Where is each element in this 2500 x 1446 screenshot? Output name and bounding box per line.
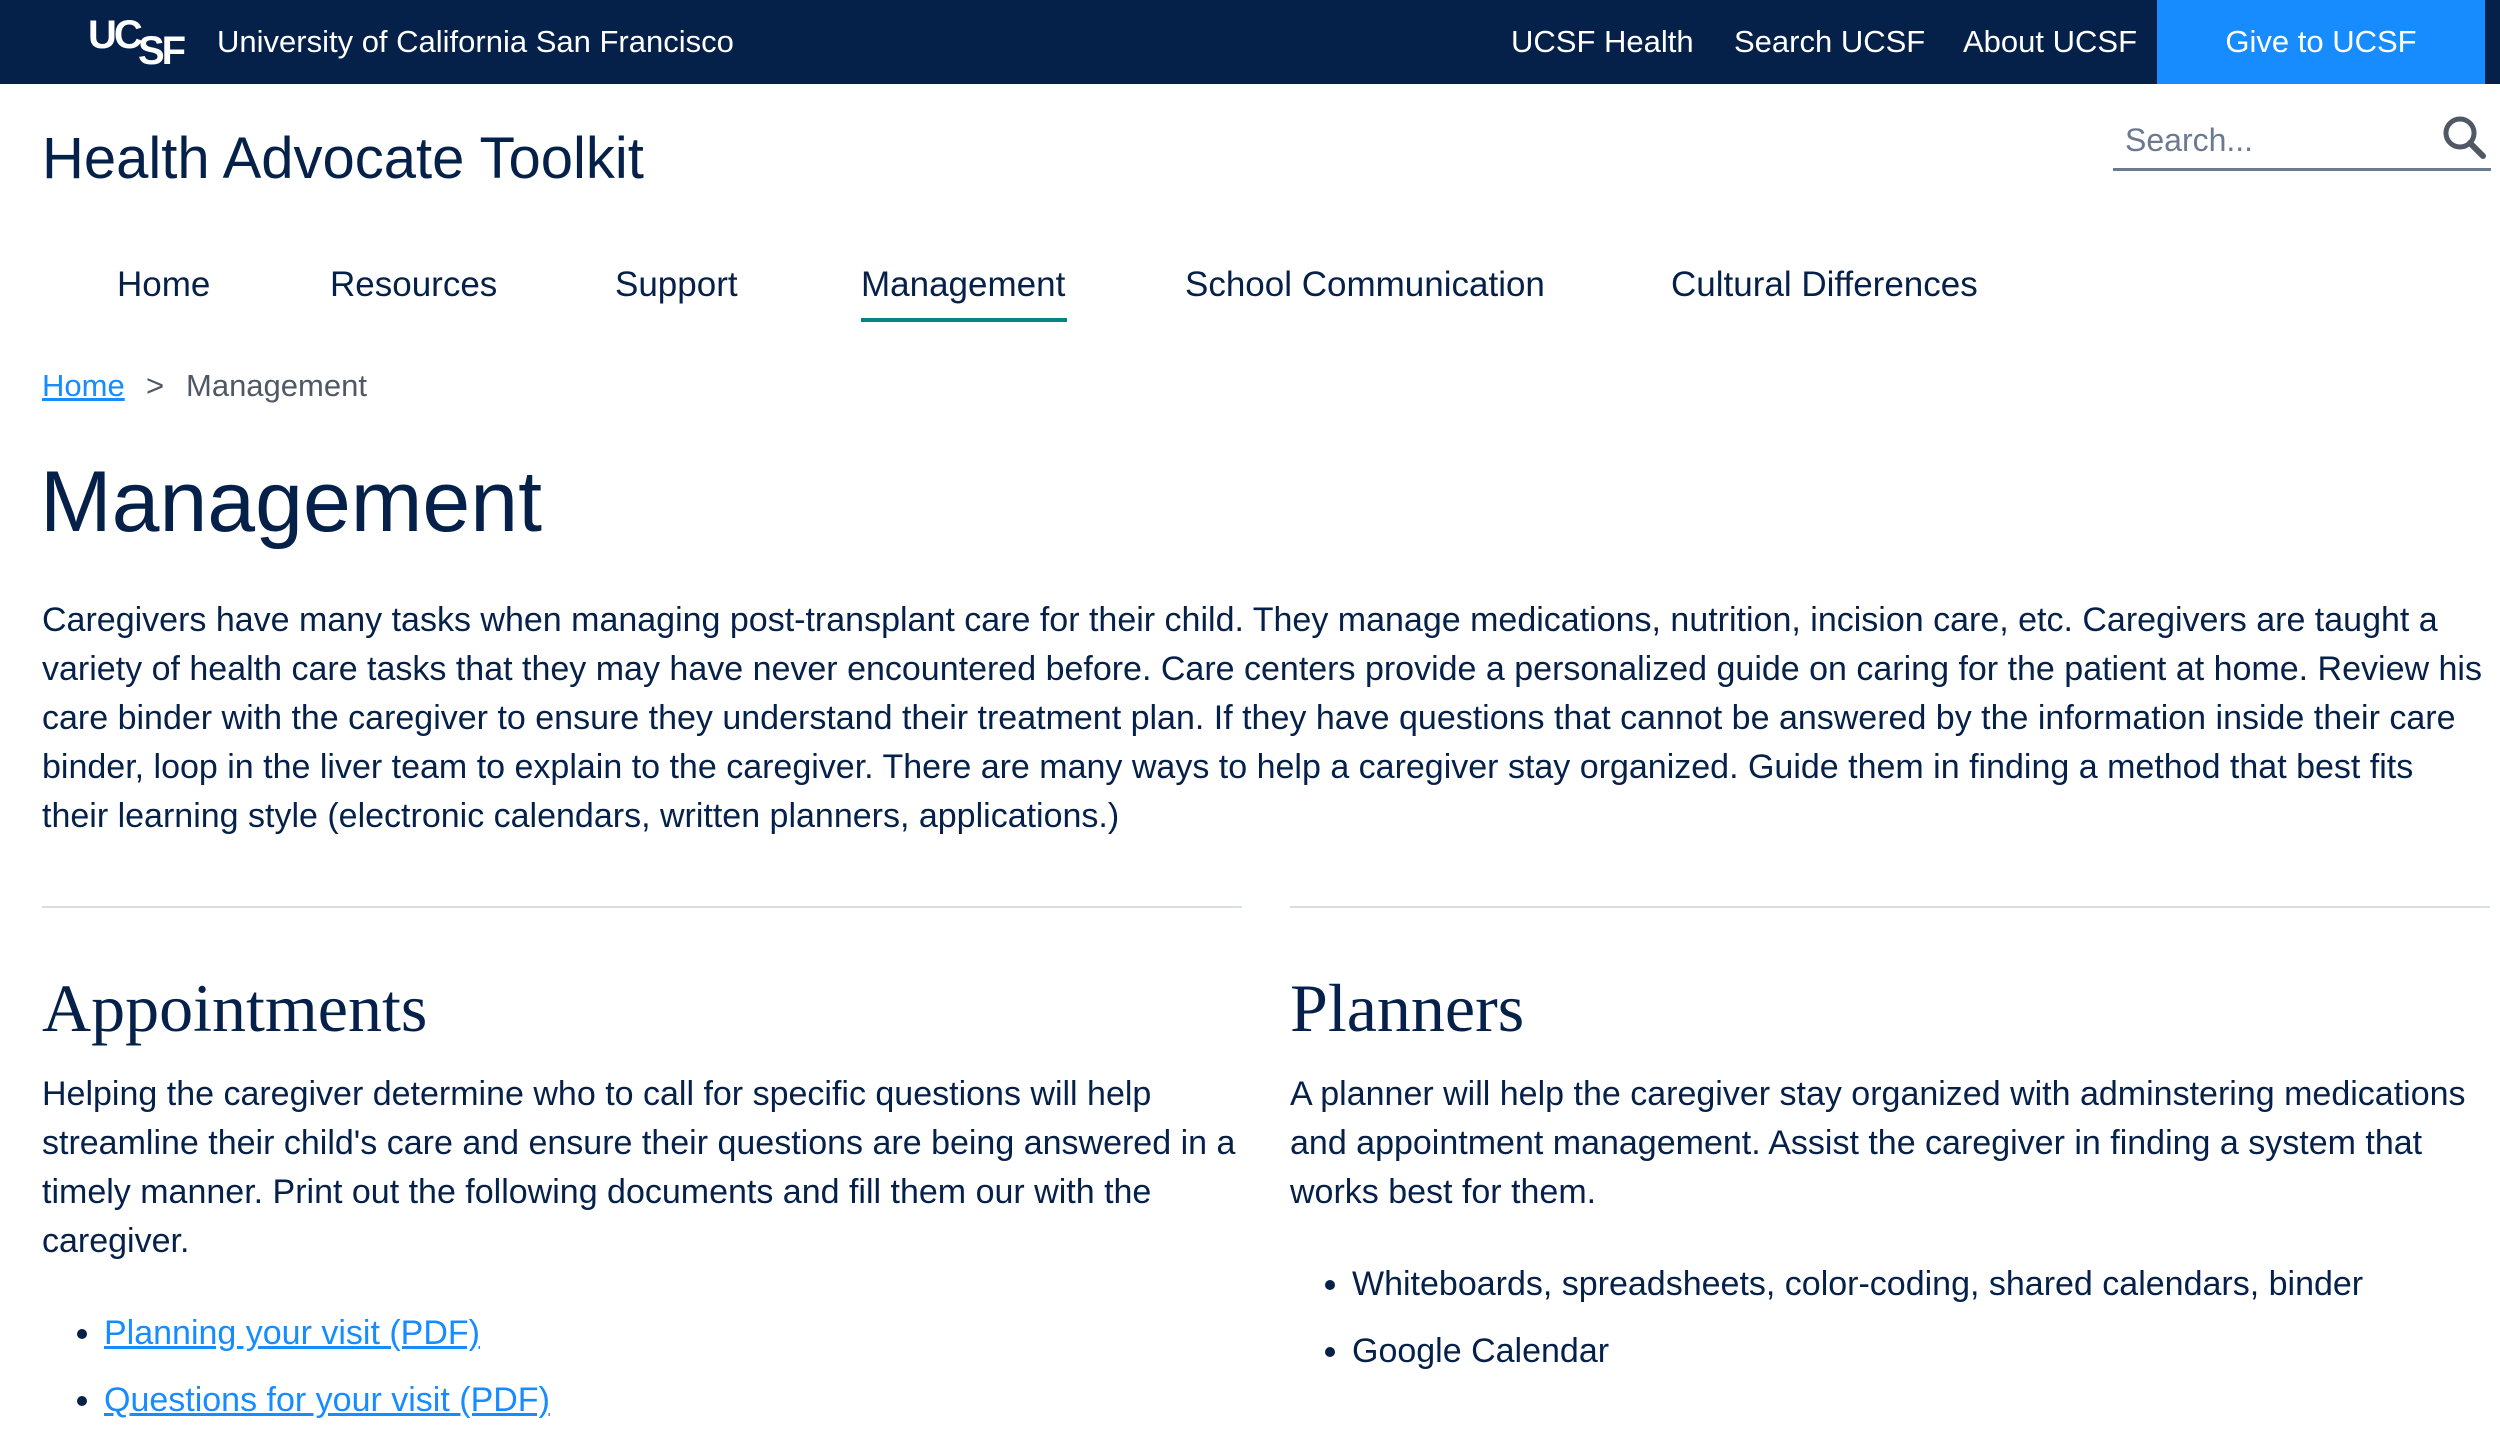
appointments-section	[42, 960, 1242, 1434]
list-item: • Google Calendar	[1352, 1318, 2490, 1385]
appointments-body: Helping the caregiver determine who to call for specific questions will help streamline their child's care and ensure their questions are being answered in a timely manner. Print out the following documents and fill them our with the caregiver.	[42, 1075, 1236, 1260]
search-icon[interactable]	[2441, 114, 2487, 160]
give-to-ucsf-button[interactable]: Give to UCSF	[2157, 0, 2485, 84]
ucsf-logo[interactable]	[88, 12, 192, 68]
top-bar	[0, 0, 2500, 84]
appointments-heading: Appointments	[42, 970, 428, 1046]
planners-body: A planner will help the caregiver stay organized with adminstering medications and appointment management. Assist the caregiver in finding a system that works best for them.	[1290, 1075, 2466, 1211]
about-ucsf-link[interactable]: About UCSF	[1963, 24, 2138, 59]
breadcrumb-separator: >	[146, 368, 165, 403]
planners-heading: Planners	[1290, 970, 1525, 1046]
planning-your-visit-link[interactable]: Planning your visit (PDF)	[104, 1314, 481, 1352]
section-divider-right	[1290, 906, 2490, 908]
nav-resources[interactable]: Resources	[330, 265, 498, 304]
list-item: • Whiteboards, spreadsheets, color-coding, shared calendars, binder	[1352, 1251, 2490, 1318]
svg-text:UC: UC	[88, 13, 140, 57]
nav-management[interactable]: Management	[861, 265, 1066, 304]
intro-paragraph: Caregivers have many tasks when managing post-transplant care for their child. They manage medications, nutrition, incision care, etc. Caregivers are taught a variety of health care tasks that they may have never encountered before. Care centers provide a personalized guide on caring for the patient at home. Review his care binder with the caregiver to ensure they understand their treatment plan. If they have questions that cannot be answered by the information inside their care binder, loop in the liver team to explain to the caregiver. There are many ways to help a caregiver stay organized. Guide them in finding a method that best fits their learning style (electronic calendars, written planners, applications.)	[42, 601, 2482, 835]
nav-cultural-differences[interactable]: Cultural Differences	[1671, 265, 1978, 304]
section-divider-left	[42, 906, 1242, 908]
university-name[interactable]: University of California San Francisco	[217, 24, 734, 59]
breadcrumb-current: Management	[186, 368, 367, 403]
nav-home[interactable]: Home	[117, 265, 211, 304]
list-item	[104, 1367, 1242, 1434]
search-box	[2113, 108, 2491, 171]
ucsf-health-link[interactable]: UCSF Health	[1511, 24, 1694, 59]
svg-text:SF: SF	[138, 29, 184, 68]
list-item	[104, 1300, 1242, 1367]
planners-list	[1290, 1251, 2490, 1385]
questions-for-your-visit-link[interactable]: Questions for your visit (PDF)	[104, 1381, 550, 1419]
search-ucsf-link[interactable]: Search UCSF	[1734, 24, 1926, 59]
page-title: Management	[40, 454, 542, 550]
nav-support[interactable]: Support	[615, 265, 738, 304]
nav-active-indicator	[861, 318, 1067, 322]
breadcrumb-home-link[interactable]: Home	[42, 368, 125, 403]
site-title[interactable]: Health Advocate Toolkit	[42, 126, 644, 191]
appointments-link-list	[42, 1300, 1242, 1434]
search-input[interactable]	[2123, 116, 2427, 164]
nav-school-communication[interactable]: School Communication	[1185, 265, 1545, 304]
planners-section	[1290, 960, 2490, 1385]
